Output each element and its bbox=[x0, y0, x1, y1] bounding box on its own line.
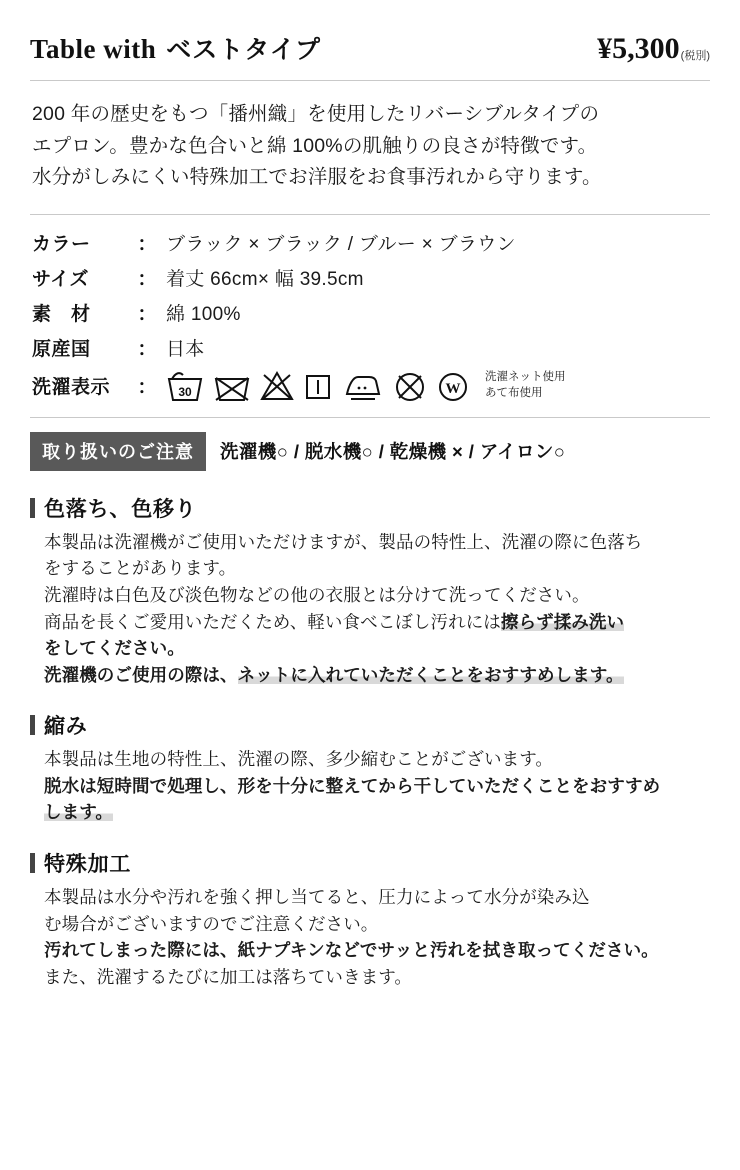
body-line bbox=[44, 662, 710, 689]
section-title bbox=[30, 848, 710, 878]
section-bullet-icon bbox=[30, 853, 35, 873]
section-color-bleed bbox=[30, 493, 710, 689]
body-line bbox=[44, 964, 710, 991]
body-line bbox=[44, 555, 710, 582]
spec-label-text: サイズ bbox=[32, 268, 89, 290]
care-note-line1: 洗濯ネット使用 bbox=[485, 371, 566, 384]
price-block bbox=[597, 32, 710, 66]
section-bullet-icon bbox=[30, 715, 35, 735]
notice-header bbox=[30, 432, 710, 471]
body-text: む場合がございますのでご注意ください。 bbox=[44, 913, 379, 934]
section-title bbox=[30, 493, 710, 523]
spec-colon: ： bbox=[137, 233, 157, 255]
body-text-bold: 洗濯機のご使用の際は、 bbox=[44, 664, 238, 685]
title-row bbox=[30, 0, 710, 80]
body-line bbox=[44, 884, 710, 911]
spec-value: ブラック × ブラック / ブルー × ブラウン bbox=[166, 233, 516, 255]
body-text: 本製品は水分や汚れを強く押し当てると、圧力によって水分が染み込 bbox=[44, 887, 590, 908]
description-line: エプロン。豊かな色合いと綿 100%の肌触りの良さが特徴です。 bbox=[32, 134, 598, 157]
spec-table bbox=[30, 215, 710, 417]
no-hand-wash-icon bbox=[213, 369, 251, 403]
body-text: 本製品は洗濯機がご使用いただけますが、製品の特性上、洗濯の際に色落ち bbox=[44, 531, 643, 552]
body-text: 商品を長くご愛用いただくため、軽い食べこぼし汚れには bbox=[44, 611, 501, 632]
body-line bbox=[44, 746, 710, 773]
product-title bbox=[30, 30, 321, 66]
body-line bbox=[44, 937, 710, 964]
body-text: 本製品は生地の特性上、洗濯の際、多少縮むことがございます。 bbox=[44, 749, 553, 770]
body-text-highlight: 擦らず揉み洗い bbox=[500, 611, 625, 632]
spec-row-origin bbox=[32, 334, 708, 361]
divider-bottom bbox=[30, 417, 710, 418]
spec-label-text: 素 材 bbox=[32, 303, 91, 325]
body-text-highlight: ネットに入れていただくことをおすすめします。 bbox=[237, 664, 624, 685]
wet-clean-w-icon bbox=[436, 369, 470, 403]
body-line bbox=[44, 609, 710, 636]
price-tax-note: (税別) bbox=[680, 50, 710, 62]
spec-label bbox=[32, 299, 136, 326]
body-text: また、洗濯するたびに加工は落ちていきます。 bbox=[44, 966, 413, 987]
svg-text:W: W bbox=[445, 380, 461, 397]
section-title bbox=[30, 710, 710, 740]
spec-value: 着丈 66cm× 幅 39.5cm bbox=[166, 268, 364, 290]
care-note bbox=[485, 370, 566, 401]
body-text-bold: 汚れてしまった際には、紙ナプキンなどでサッと汚れを拭き取ってください。 bbox=[44, 940, 659, 961]
iron-low-icon bbox=[342, 369, 384, 403]
brand-name: Table with bbox=[30, 34, 157, 64]
body-line bbox=[44, 635, 710, 662]
svg-text:30: 30 bbox=[178, 384, 192, 399]
spec-label bbox=[32, 264, 136, 291]
care-symbol-list bbox=[158, 369, 566, 403]
body-text-bold: 脱水は短時間で処理し、形を十分に整えてから干していただくことをおすすめ bbox=[44, 775, 661, 796]
spec-label bbox=[32, 334, 136, 361]
no-bleach-icon bbox=[260, 369, 294, 403]
section-shrinkage bbox=[30, 710, 710, 826]
spec-row-size bbox=[32, 264, 708, 291]
spec-row-color bbox=[32, 229, 708, 256]
notice-flags: 洗濯機○ / 脱水機○ / 乾燥機 × / アイロン○ bbox=[220, 441, 566, 463]
spec-colon: ： bbox=[137, 303, 157, 325]
section-body bbox=[30, 884, 710, 990]
care-note-line2: あて布使用 bbox=[485, 386, 543, 399]
section-bullet-icon bbox=[30, 498, 35, 518]
body-line bbox=[44, 582, 710, 609]
spec-label-text: 原産国 bbox=[32, 338, 91, 360]
notice-badge: 取り扱いのご注意 bbox=[30, 432, 206, 471]
body-line bbox=[44, 799, 710, 826]
spec-value: 綿 100% bbox=[166, 303, 241, 325]
body-line bbox=[44, 529, 710, 556]
spec-colon: ： bbox=[137, 268, 157, 290]
spec-row-material bbox=[32, 299, 708, 326]
spec-row-care bbox=[32, 369, 708, 403]
price-value: ¥5,300 bbox=[597, 32, 680, 65]
spec-colon: ： bbox=[137, 377, 157, 399]
section-title-text: 色落ち、色移り bbox=[44, 497, 197, 521]
body-text: 洗濯時は白色及び淡色物などの他の衣服とは分けて洗ってください。 bbox=[44, 584, 590, 605]
body-text-bold: をしてください。 bbox=[44, 638, 185, 659]
spec-label-text: カラー bbox=[32, 233, 91, 255]
section-title-text: 特殊加工 bbox=[44, 853, 132, 877]
section-special-finish bbox=[30, 848, 710, 990]
body-line bbox=[44, 773, 710, 800]
description-line: 水分がしみにくい特殊加工でお洋服をお食事汚れから守ります。 bbox=[32, 166, 602, 189]
section-body bbox=[30, 529, 710, 689]
no-dry-clean-icon bbox=[393, 369, 427, 403]
wash-tub-30-icon bbox=[166, 369, 204, 403]
spec-colon: ： bbox=[137, 338, 157, 360]
spec-label bbox=[32, 372, 136, 399]
product-type: ベストタイプ bbox=[166, 36, 322, 64]
tumble-dry-icon bbox=[303, 369, 333, 403]
body-text-highlight: します。 bbox=[44, 802, 113, 823]
spec-label-text: 洗濯表示 bbox=[32, 377, 111, 399]
spec-value: 日本 bbox=[166, 338, 205, 360]
section-body bbox=[30, 746, 710, 826]
body-line bbox=[44, 911, 710, 938]
spec-label bbox=[32, 229, 136, 256]
description-line: 200 年の歴史をもつ「播州織」を使用したリバーシブルタイプの bbox=[32, 103, 600, 125]
body-text: をすることがあります。 bbox=[44, 558, 237, 579]
product-description bbox=[30, 81, 710, 214]
section-title-text: 縮み bbox=[44, 715, 88, 739]
